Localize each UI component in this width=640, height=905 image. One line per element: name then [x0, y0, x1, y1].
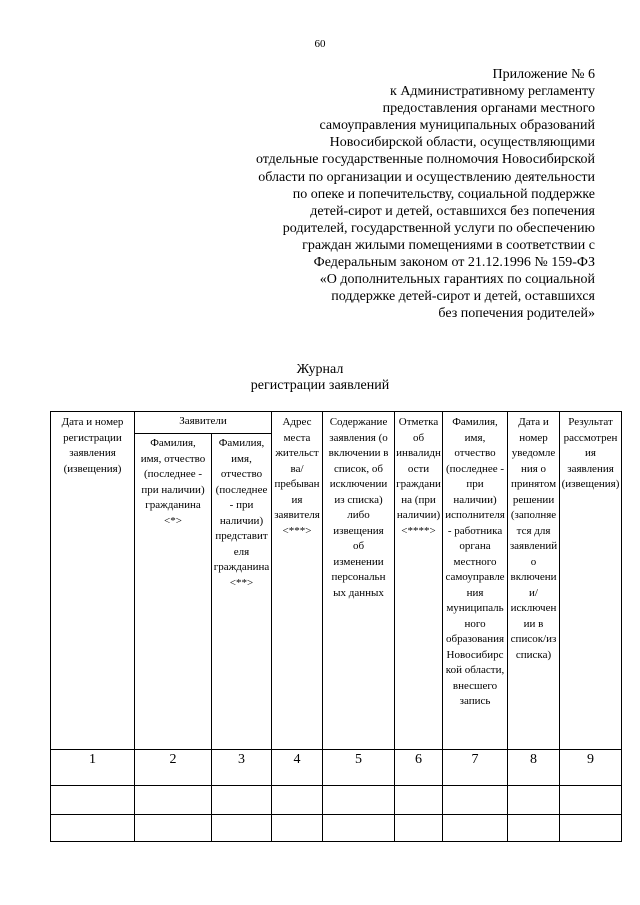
header-row-group	[51, 412, 622, 434]
annex-line: родителей, государственной услуги по обеспечению	[282, 220, 595, 236]
annex-line: самоуправления муниципальных образований	[319, 118, 595, 134]
annex-line: к Административному регламенту	[390, 84, 595, 100]
table-cell	[560, 815, 622, 842]
table-row	[51, 786, 622, 815]
table-cell	[443, 786, 508, 815]
table-cell	[51, 786, 135, 815]
header-applicants-group: Заявители	[135, 412, 272, 434]
table-row	[51, 815, 622, 842]
annex-line: по опеке и попечительству, социальной поддержке	[292, 186, 595, 202]
header-notification: Дата и номер уведомления о принятом решении (заполняется для заявлений о включении/исключении в список/из списка)	[508, 412, 560, 750]
annex-line: детей-сирот и детей, оставшихся без попечения	[310, 203, 595, 219]
header-result: Результат рассмотрения заявления (извещения)	[560, 412, 622, 750]
annex-line: отдельные государственные полномочия Новосибирской	[255, 152, 595, 168]
column-number: 8	[508, 750, 560, 786]
table-cell	[560, 786, 622, 815]
column-number: 1	[51, 750, 135, 786]
table-cell	[395, 786, 443, 815]
annex-line: граждан жилыми помещениями в соответствии с	[302, 237, 595, 253]
header-registration-date: Дата и номер регистрации заявления (извещения)	[51, 412, 135, 750]
annex-line: Новосибирской области, осуществляющими	[329, 135, 595, 151]
annex-line: области по организации и осуществлению деятельности	[258, 169, 595, 185]
journal-title-line1: Журнал	[296, 362, 344, 377]
annex-line: Приложение № 6	[492, 67, 595, 82]
journal-title-line2: регистрации заявлений	[250, 378, 390, 393]
annex-line: поддержке детей-сирот и детей, оставшихся	[331, 289, 595, 305]
header-application-content: Содержание заявления (о включении в список, об исключении из списка) либо извещения об изменении персональных данных	[323, 412, 395, 750]
column-number: 4	[272, 750, 323, 786]
page-number: 60	[314, 38, 326, 50]
header-representative-name: Фамилия, имя, отчество (последнее - при наличии) представителя гражданина <**>	[212, 434, 272, 750]
annex-line: «О дополнительных гарантиях по социальной	[319, 272, 595, 288]
table-cell	[51, 815, 135, 842]
column-number: 7	[443, 750, 508, 786]
column-number: 2	[135, 750, 212, 786]
table-cell	[443, 815, 508, 842]
table-cell	[212, 815, 272, 842]
table-cell	[135, 815, 212, 842]
table-cell	[508, 815, 560, 842]
header-address: Адрес места жительства/пребывания заявителя <***>	[272, 412, 323, 750]
table-cell	[212, 786, 272, 815]
annex-line: без попечения родителей»	[438, 306, 595, 322]
table-cell	[508, 786, 560, 815]
column-numbers-row	[51, 750, 622, 786]
table-cell	[272, 815, 323, 842]
registration-journal-table	[50, 411, 622, 842]
table-cell	[395, 815, 443, 842]
table-cell	[323, 786, 395, 815]
annex-header	[175, 66, 595, 322]
table-cell	[135, 786, 212, 815]
header-disability-mark: Отметка об инвалидности гражданина (при наличии) <****>	[395, 412, 443, 750]
column-number: 5	[323, 750, 395, 786]
annex-line: Федеральным законом от 21.12.1996 № 159-ФЗ	[313, 255, 595, 271]
table-cell	[323, 815, 395, 842]
column-number: 3	[212, 750, 272, 786]
column-number: 6	[395, 750, 443, 786]
header-citizen-name: Фамилия, имя, отчество (последнее - при наличии) гражданина <*>	[135, 434, 212, 750]
journal-title	[0, 362, 640, 394]
table-cell	[272, 786, 323, 815]
column-number: 9	[560, 750, 622, 786]
header-executor: Фамилия, имя, отчество (последнее - при наличии) исполнителя - работника органа местного самоуправления муниципального образования Новосибирской области, внесшего запись	[443, 412, 508, 750]
annex-line: предоставления органами местного	[382, 101, 595, 117]
